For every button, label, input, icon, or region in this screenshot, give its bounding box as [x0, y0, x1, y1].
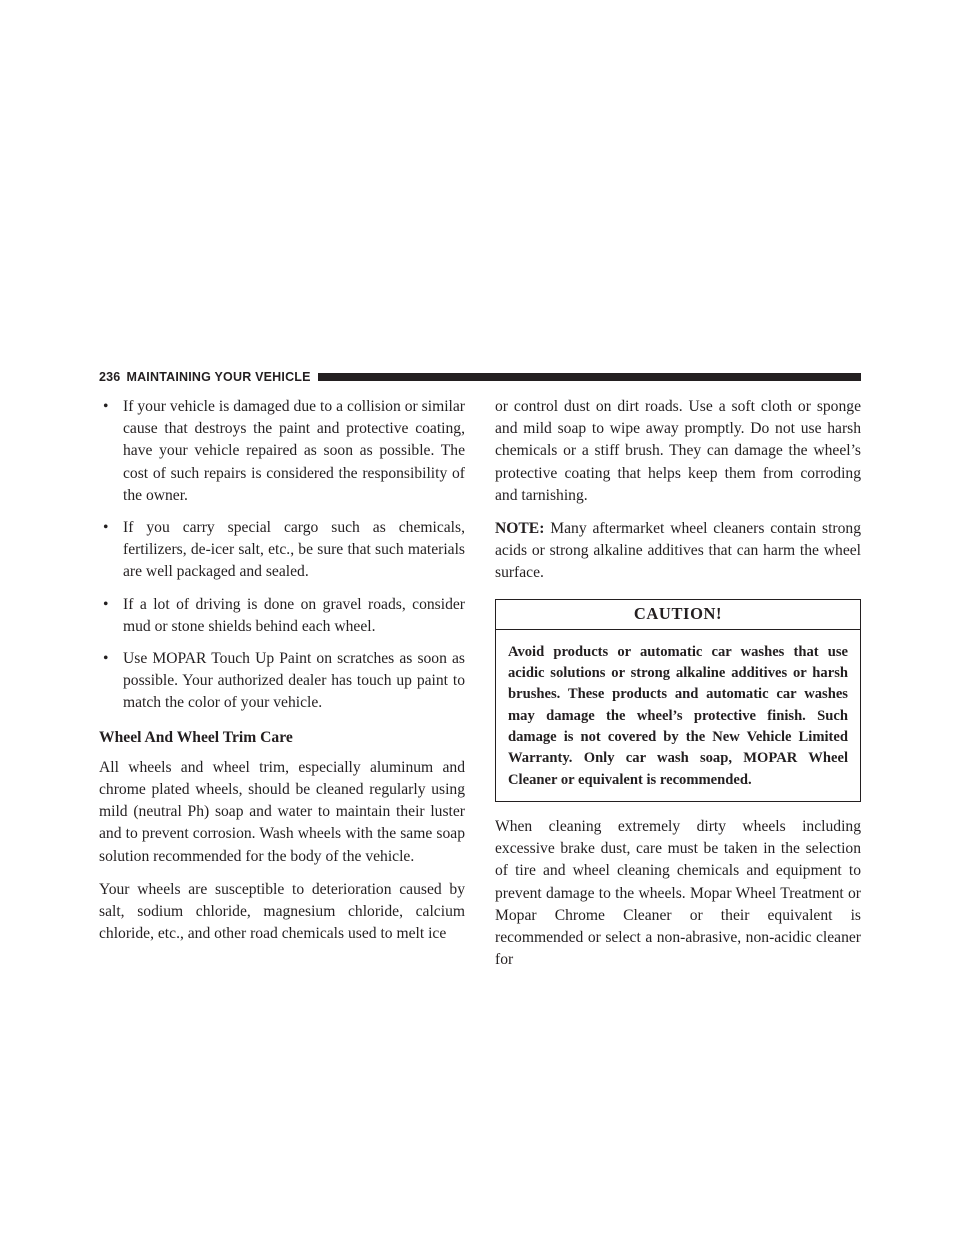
note-text: Many aftermarket wheel cleaners contain strong acids or strong alkaline additives that can harm the wheel surface.: [495, 520, 861, 582]
list-item: [99, 648, 465, 715]
bullet-text: If you carry special cargo such as chemicals, fertilizers, de-icer salt, etc., be sure that such materials are well packaged and sealed.: [123, 519, 465, 581]
list-item: [99, 517, 465, 584]
bullet-icon: •: [103, 650, 109, 668]
bullet-text: If your vehicle is damaged due to a collision or similar cause that destroys the paint and protective coating, have your vehicle repaired as soon as possible. The cost of such repairs is considered the responsibility of the owner.: [123, 398, 465, 504]
page-number: 236: [99, 370, 121, 384]
left-column: [99, 396, 465, 956]
paragraph-continuation: or control dust on dirt roads. Use a soft cloth or sponge and mild soap to wipe away promptly. Do not use harsh chemicals or a stiff brush. They can damage the wheel’s protective coating that helps keep them from corroding and tarnishing.: [495, 398, 861, 504]
section-heading: Wheel And Wheel Trim Care: [99, 728, 293, 746]
caution-box: [495, 599, 861, 802]
list-item: [99, 594, 465, 638]
caution-text: Avoid products or automatic car washes that use acidic solutions or strong alkaline additives or harsh brushes. These products and automatic car washes may damage the wheel’s protective finish. Such damage is not covered by the New Vehicle Limited Warranty. Only car wash soap, MOPAR Wheel Cleaner or equivalent is recommended.: [508, 643, 848, 788]
section-title: MAINTAINING YOUR VEHICLE: [126, 370, 311, 384]
paragraph: When cleaning extremely dirty wheels including excessive brake dust, care must be taken in the selection of tire and wheel cleaning chemicals and equipment to prevent damage to the wheels. Mopar Wheel Treatment or Mopar Chrome Cleaner or their equivalent is recommended or select a non-abrasive, non-acidic cleaner for: [495, 817, 861, 969]
page-header: [99, 368, 861, 386]
bullet-icon: •: [103, 595, 109, 613]
bullet-icon: •: [103, 519, 109, 537]
list-item: [99, 396, 465, 507]
bullet-list: [99, 396, 465, 715]
note-label: NOTE:: [495, 520, 545, 538]
bullet-text: If a lot of driving is done on gravel roads, consider mud or stone shields behind each wheel.: [123, 595, 465, 635]
paragraph: All wheels and wheel trim, especially aluminum and chrome plated wheels, should be cleaned regularly using mild (neutral Ph) soap and water to maintain their luster and to prevent corrosion. Wash wheels with the same soap solution recommended for the body of the vehicle.: [99, 758, 465, 865]
note-paragraph: [495, 518, 861, 585]
paragraph: Your wheels are susceptible to deterioration caused by salt, sodium chloride, magnesium chloride, calcium chloride, etc., and other road chemicals used to melt ice: [99, 880, 465, 943]
header-rule: [318, 373, 861, 381]
right-column: [495, 396, 861, 982]
bullet-text: Use MOPAR Touch Up Paint on scratches as soon as possible. Your authorized dealer has touch up paint to match the color of your vehicle.: [123, 650, 465, 712]
caution-title: CAUTION!: [496, 600, 860, 630]
bullet-icon: •: [103, 398, 109, 415]
